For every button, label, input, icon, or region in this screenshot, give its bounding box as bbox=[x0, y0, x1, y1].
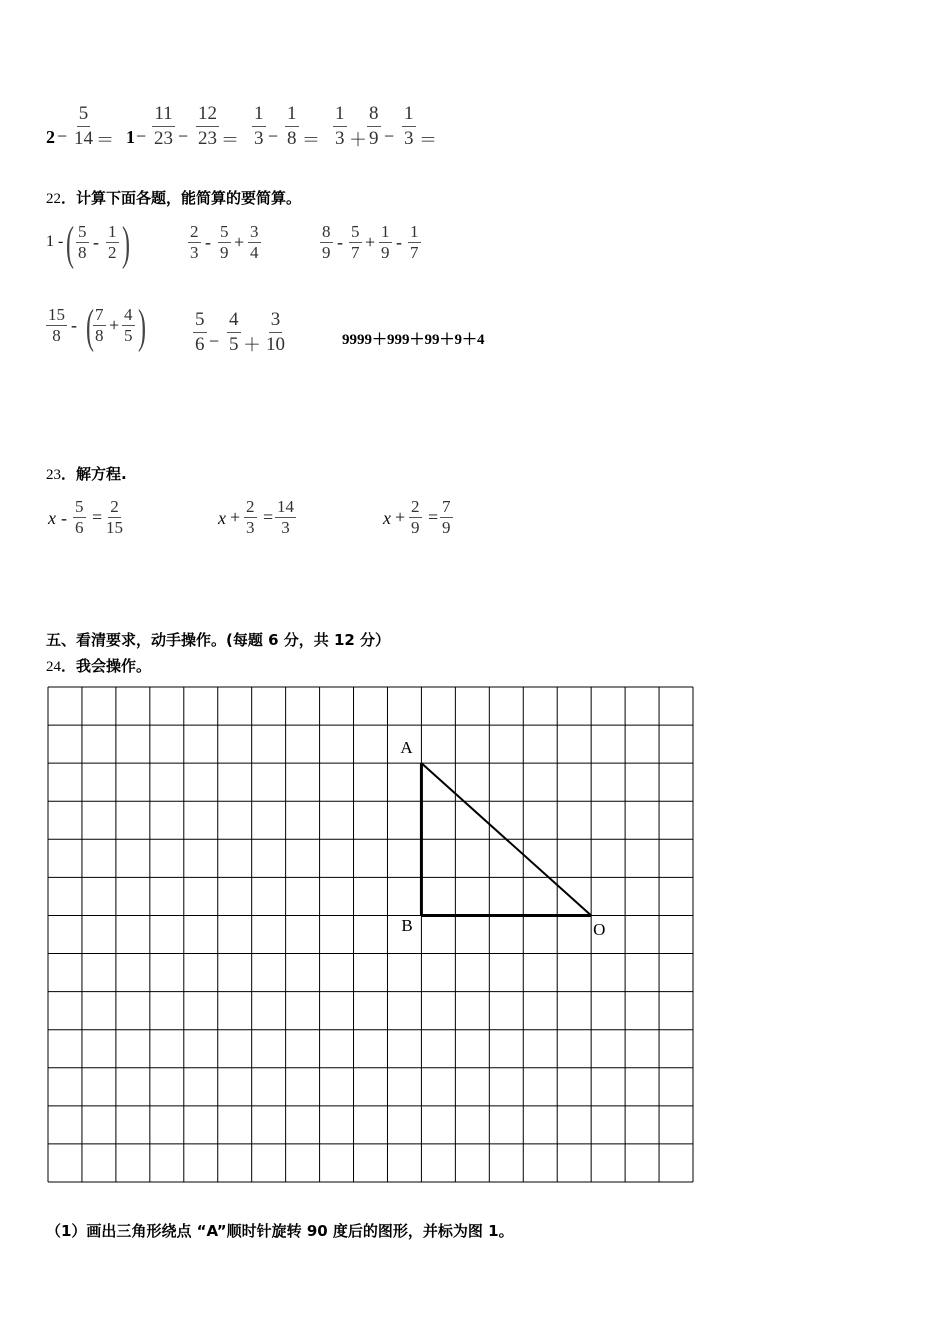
plus-sign: + bbox=[365, 232, 376, 252]
equals-sign: = bbox=[263, 507, 274, 527]
plus-sign: + bbox=[109, 315, 120, 335]
fraction: $\frac{12}{23}$ bbox=[198, 103, 217, 149]
minus-sign: - bbox=[61, 508, 67, 528]
minus-sign: - bbox=[337, 232, 343, 252]
question-22-heading: 22．计算下面各题，能简算的要简算。 bbox=[46, 189, 302, 207]
fraction: $\frac{2}{3}$ bbox=[190, 222, 199, 262]
equals-sign: ＝ bbox=[419, 130, 437, 150]
fraction: $\frac{5}{6}$ bbox=[75, 497, 84, 537]
equals-sign: ＝ bbox=[302, 130, 320, 150]
plus-sign: ＋ bbox=[243, 335, 261, 355]
question-23-heading: 23．解方程. bbox=[46, 465, 127, 483]
minus-sign: - bbox=[396, 232, 402, 252]
fraction: $\frac{5}{9}$ bbox=[220, 222, 229, 262]
minus-sign: - bbox=[93, 232, 99, 252]
equals-sign: ＝ bbox=[221, 130, 239, 150]
fraction: $\frac{2}{3}$ bbox=[246, 497, 255, 537]
variable-x: x bbox=[218, 508, 226, 528]
fraction: $\frac{14}{3}$ bbox=[277, 497, 294, 537]
fraction: $\frac{1}{2}$ bbox=[108, 222, 117, 262]
variable-x: x bbox=[383, 508, 391, 528]
one-minus: 1 - bbox=[46, 233, 64, 250]
plus-sign: ＋ bbox=[349, 130, 367, 150]
right-paren: ) bbox=[137, 300, 146, 353]
minus-sign: − bbox=[57, 126, 68, 146]
equals-sign: = bbox=[92, 507, 103, 527]
minus-sign: − bbox=[178, 126, 189, 146]
equals-sign: = bbox=[428, 507, 439, 527]
minus-sign: − bbox=[268, 126, 279, 146]
whole-number: 1 bbox=[126, 127, 135, 147]
fraction: $\frac{1}{3}$ bbox=[404, 103, 414, 149]
fraction: $\frac{1}{7}$ bbox=[410, 222, 419, 262]
minus-sign: − bbox=[136, 126, 147, 146]
fraction: $\frac{2}{9}$ bbox=[411, 497, 420, 537]
point-label-b: B bbox=[401, 916, 413, 936]
right-paren: ) bbox=[121, 217, 130, 270]
left-paren: ( bbox=[65, 217, 74, 270]
plus-sign: + bbox=[230, 507, 241, 527]
whole-number: 2 bbox=[46, 127, 55, 147]
variable-x: x bbox=[48, 508, 56, 528]
minus-sign: − bbox=[209, 331, 220, 351]
minus-sign: - bbox=[71, 315, 77, 335]
plus-sign: + bbox=[395, 507, 406, 527]
question-24-heading: 24．我会操作。 bbox=[46, 657, 152, 675]
fraction: $\frac{4}{5}$ bbox=[124, 305, 133, 345]
plus-sign: + bbox=[234, 232, 245, 252]
fraction: $\frac{7}{8}$ bbox=[95, 305, 104, 345]
minus-sign: − bbox=[384, 126, 395, 146]
fraction: $\frac{3}{4}$ bbox=[250, 222, 259, 262]
fraction: $\frac{5}{14}$ bbox=[74, 103, 93, 149]
fraction: $\frac{2}{15}$ bbox=[106, 497, 123, 537]
fraction: $\frac{5}{7}$ bbox=[351, 222, 360, 262]
fraction: $\frac{1}{8}$ bbox=[287, 103, 297, 149]
fraction: $\frac{3}{10}$ bbox=[266, 309, 285, 355]
fraction: $\frac{7}{9}$ bbox=[442, 497, 451, 537]
fraction: $\frac{8}{9}$ bbox=[369, 103, 379, 149]
sum-expression: 9999＋999＋99＋9＋4 bbox=[342, 332, 485, 348]
minus-sign: - bbox=[205, 232, 211, 252]
fraction: $\frac{8}{9}$ bbox=[322, 222, 331, 262]
point-label-a: A bbox=[400, 738, 413, 758]
question-24-part-1: （1）画出三角形绕点 “A”顺时针旋转 90 度后的图形，并标为图 1。 bbox=[46, 1222, 514, 1240]
left-paren: ( bbox=[85, 300, 94, 353]
fraction: $\frac{5}{6}$ bbox=[195, 309, 205, 355]
fraction: $\frac{11}{23}$ bbox=[154, 103, 173, 149]
fraction: $\frac{1}{9}$ bbox=[381, 222, 390, 262]
equals-sign: ＝ bbox=[96, 130, 114, 150]
fraction: $\frac{5}{8}$ bbox=[78, 222, 87, 262]
point-label-o: O bbox=[593, 920, 606, 940]
fraction: $\frac{15}{8}$ bbox=[48, 305, 65, 345]
fraction: $\frac{4}{5}$ bbox=[229, 309, 239, 355]
fraction: $\frac{1}{3}$ bbox=[335, 103, 345, 149]
section-5-heading: 五、看清要求，动手操作。(每题 6 分，共 12 分） bbox=[46, 631, 391, 649]
fraction: $\frac{1}{3}$ bbox=[254, 103, 264, 149]
